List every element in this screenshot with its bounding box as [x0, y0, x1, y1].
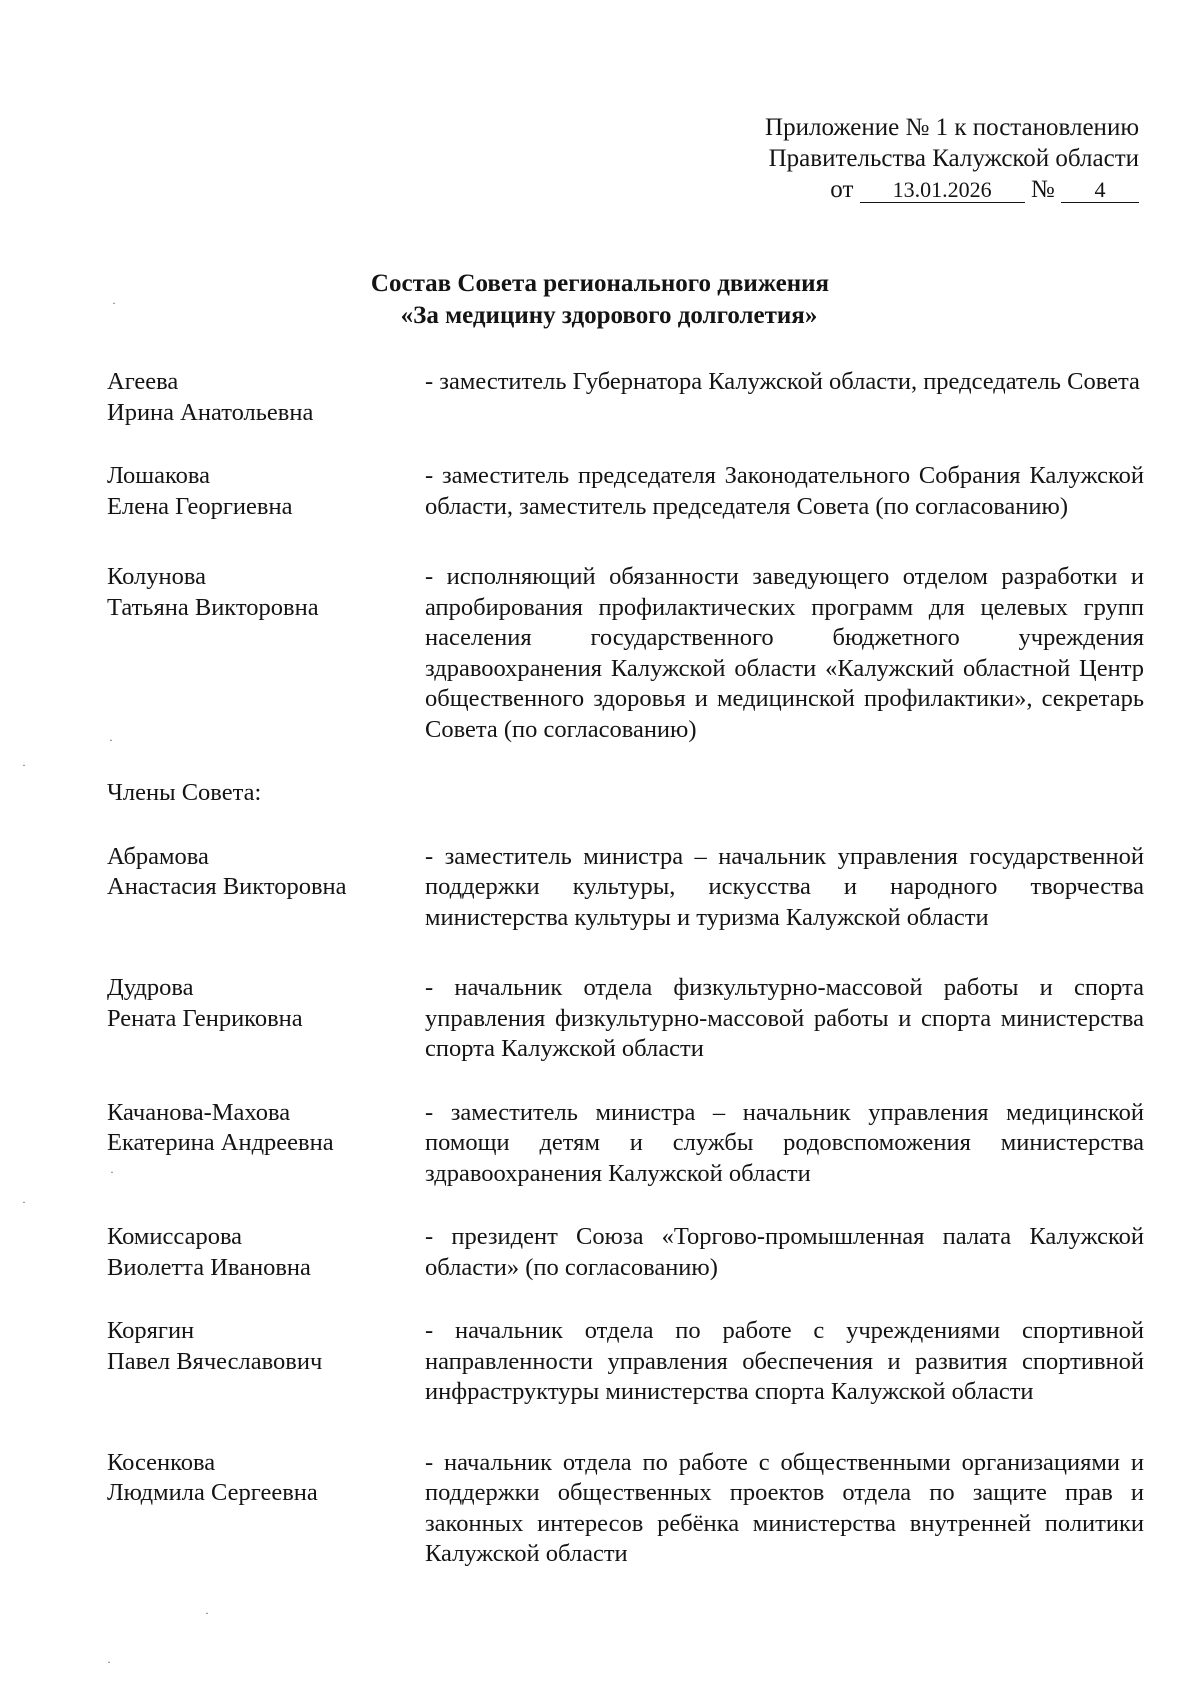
surname: Абрамова	[107, 842, 209, 870]
position-description: - заместитель Губернатора Калужской области, председатель Совета	[425, 368, 1140, 395]
given-names: Рената Генриковна	[107, 1004, 303, 1032]
position-description: - заместитель министра – начальник управления государственной поддержки культуры, искусства и народного творчества министерства культуры и туризма Калужской области	[425, 842, 1144, 931]
from-label: от	[830, 176, 854, 203]
position-description: - президент Союза «Торгово-промышленная палата Калужской области» (по согласованию)	[425, 1223, 1144, 1281]
surname: Косенкова	[107, 1448, 216, 1476]
scan-speck: ·	[205, 1606, 209, 1620]
surname: Агеева	[107, 368, 179, 395]
title-line-1: Состав Совета регионального движения	[370, 270, 830, 297]
surname: Дудрова	[107, 974, 194, 1001]
position-description: - начальник отдела по работе с учреждениями спортивной направленности управления обеспечения и развития спортивной инфраструктуры министерства спорта Калужской области	[425, 1317, 1144, 1405]
given-names: Виолетта Ивановна	[107, 1253, 311, 1281]
position-description: - начальник отдела по работе с общественными организациями и поддержки общественных проектов отдела по защите прав и законных интересов ребёнка министерства внутренней политики Калужской области	[425, 1448, 1144, 1567]
scan-speck: ·	[107, 1655, 111, 1669]
surname: Лошакова	[107, 462, 211, 489]
scan-speck: ·	[109, 733, 113, 747]
number-label: №	[1030, 176, 1055, 203]
decree-date: 13.01.2026	[860, 178, 1025, 203]
decree-number: 4	[1061, 178, 1139, 203]
scan-speck: ·	[22, 1195, 26, 1209]
given-names: Елена Георгиевна	[107, 492, 293, 520]
appendix-line-2: Правительства Калужской области	[768, 145, 1139, 172]
person-name	[107, 1098, 425, 1190]
given-names: Татьяна Викторовна	[107, 593, 319, 621]
position-description: - заместитель министра – начальник управления медицинской помощи детям и службы родовспоможения министерства здравоохранения Калужской области	[425, 1098, 1144, 1187]
roster-entry-member	[107, 842, 1144, 934]
appendix-line-1: Приложение № 1 к постановлению	[765, 114, 1139, 141]
document-title	[0, 268, 1200, 332]
given-names: Ирина Анатольевна	[107, 398, 314, 426]
person-name	[107, 461, 425, 522]
roster-entry-member	[107, 1316, 1144, 1408]
appendix-date-line	[765, 174, 1139, 205]
given-names: Екатерина Андреевна	[107, 1129, 334, 1156]
person-name	[107, 973, 425, 1065]
roster-entry-member	[107, 1448, 1144, 1570]
members-section-label: Члены Совета:	[107, 779, 262, 806]
scan-speck: ·	[110, 1165, 114, 1179]
roster-entry-vice-chair	[107, 461, 1144, 522]
surname: Качанова-Махова	[107, 1098, 291, 1126]
person-name	[107, 1316, 425, 1408]
person-name	[107, 842, 425, 934]
given-names: Павел Вячеславович	[107, 1347, 323, 1375]
roster-entry-member	[107, 1098, 1144, 1190]
given-names: Анастасия Викторовна	[107, 873, 347, 900]
scan-speck: ·	[22, 758, 26, 772]
appendix-header	[765, 112, 1139, 205]
person-name	[107, 562, 425, 745]
scan-speck: ·	[112, 296, 116, 310]
surname: Комиссарова	[107, 1223, 243, 1250]
position-description: - начальник отдела физкультурно-массовой работы и спорта управления физкультурно-массовой работы и спорта министерства спорта Калужской области	[425, 974, 1144, 1062]
title-line-2: «За медицину здорового долголетия»	[400, 302, 818, 329]
surname: Колунова	[107, 563, 207, 590]
person-name	[107, 1448, 425, 1570]
position-description: - исполняющий обязанности заведующего отделом разработки и апробирования профилактических программ для целевых групп населения государственного бюджетного учреждения здравоохранения Калужской области «Калужский областной Центр общественного здоровья и медицинской профилактики», секретарь Совета (по согласованию)	[425, 563, 1144, 743]
person-name	[107, 367, 425, 428]
roster-entry-member	[107, 1222, 1144, 1283]
council-roster	[107, 367, 1144, 1603]
person-name	[107, 1222, 425, 1283]
position-description: - заместитель председателя Законодательного Собрания Калужской области, заместитель председателя Совета (по согласованию)	[425, 462, 1144, 520]
surname: Корягин	[107, 1317, 195, 1344]
roster-entry-member	[107, 973, 1144, 1065]
roster-entry-chair	[107, 367, 1144, 428]
given-names: Людмила Сергеевна	[107, 1479, 318, 1506]
roster-entry-secretary	[107, 562, 1144, 745]
